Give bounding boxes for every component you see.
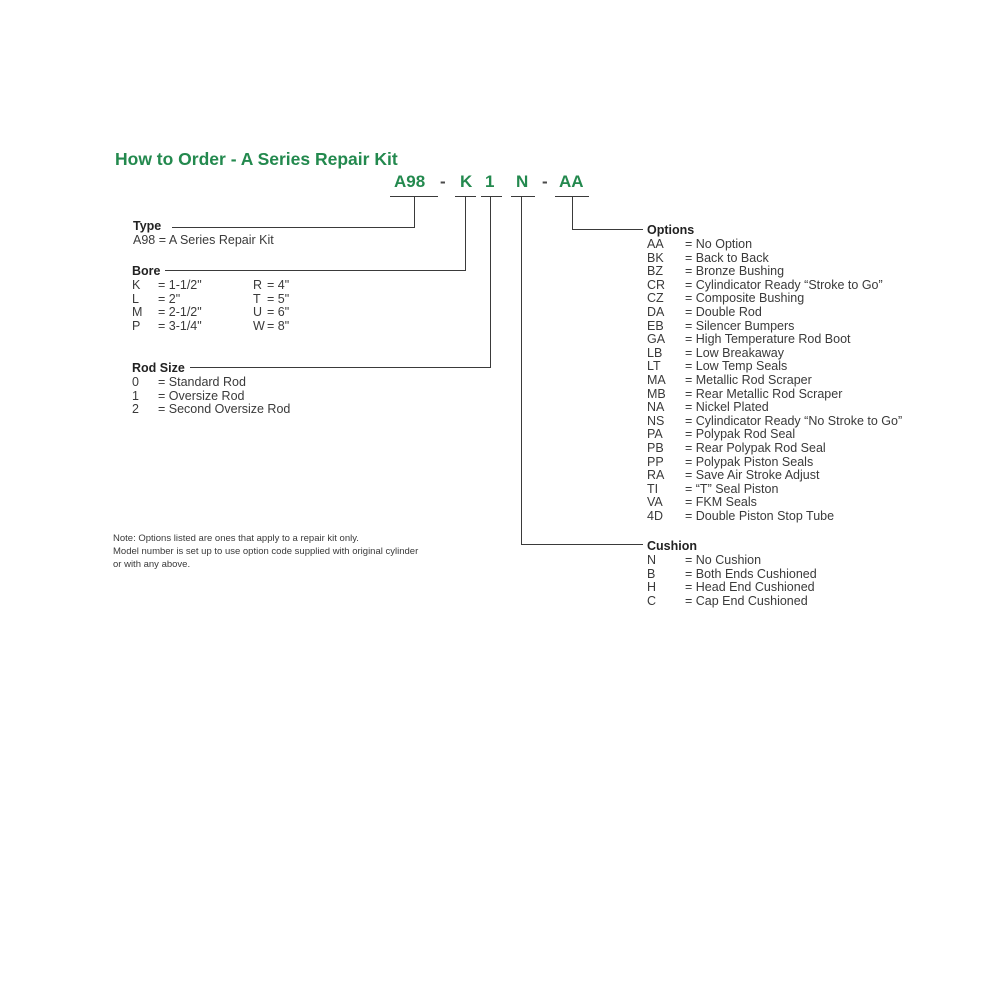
- list-item: [647, 415, 902, 429]
- option-code: EB: [647, 318, 664, 333]
- cushion-desc: = Head End Cushioned: [685, 580, 815, 595]
- list-item: [647, 292, 902, 306]
- cushion-desc: = Both Ends Cushioned: [685, 566, 817, 581]
- list-item: [647, 595, 817, 609]
- type-desc: = A Series Repair Kit: [158, 233, 274, 247]
- list-item: [133, 234, 274, 248]
- list-item: [647, 510, 902, 524]
- list-item: [132, 279, 289, 293]
- option-desc: = Cylindicator Ready “Stroke to Go”: [685, 277, 883, 292]
- option-desc: = Polypak Piston Seals: [685, 454, 814, 469]
- option-desc: = Save Air Stroke Adjust: [685, 468, 820, 483]
- list-item: [132, 293, 289, 307]
- list-item: [647, 306, 902, 320]
- cushion-code: B: [647, 566, 656, 581]
- list-item: [647, 360, 902, 374]
- options-section: [647, 222, 902, 523]
- option-code: NA: [647, 400, 665, 415]
- option-code: CR: [647, 277, 666, 292]
- type-heading: Type: [133, 219, 162, 233]
- option-desc: = “T” Seal Piston: [685, 481, 779, 496]
- option-code: GA: [647, 332, 666, 347]
- option-desc: = Rear Polypak Rod Seal: [685, 440, 826, 455]
- bore-desc: = 8": [267, 318, 290, 333]
- option-desc: = Cylindicator Ready “No Stroke to Go”: [685, 413, 903, 428]
- list-item: [647, 469, 902, 483]
- option-desc: = Rear Metallic Rod Scraper: [685, 386, 843, 401]
- option-code: CZ: [647, 291, 664, 306]
- bore-code: L: [132, 291, 139, 306]
- cushion-code: H: [647, 580, 657, 595]
- rod-desc: = Oversize Rod: [158, 388, 245, 403]
- rod-code: 1: [132, 388, 139, 403]
- option-code: PP: [647, 454, 664, 469]
- option-code: AA: [647, 237, 664, 251]
- option-code: MB: [647, 386, 666, 401]
- list-item: [647, 554, 817, 568]
- model-code-separator-1: -: [440, 172, 446, 191]
- bore-desc: = 5": [267, 291, 290, 306]
- type-section: [133, 218, 274, 248]
- rod-size-section: [132, 360, 290, 417]
- option-code: 4D: [647, 508, 663, 523]
- list-item: [647, 401, 902, 415]
- rod-desc: = Standard Rod: [158, 375, 246, 389]
- options-heading: Options: [647, 223, 695, 237]
- option-desc: = Double Piston Stop Tube: [685, 508, 835, 523]
- note-line: or with any above.: [113, 559, 191, 570]
- cushion-desc: = Cap End Cushioned: [685, 593, 808, 608]
- option-desc: = Composite Bushing: [685, 291, 805, 306]
- option-desc: = High Temperature Rod Boot: [685, 332, 851, 347]
- list-item: [647, 333, 902, 347]
- list-item: [647, 581, 817, 595]
- model-code-bore: K: [460, 172, 473, 191]
- list-item: [132, 320, 289, 334]
- option-code: RA: [647, 468, 665, 483]
- option-desc: = Double Rod: [685, 304, 762, 319]
- bore-desc: = 6": [267, 305, 290, 320]
- bore-code: T: [253, 291, 261, 306]
- bore-desc: = 2": [158, 291, 181, 306]
- option-code: BK: [647, 250, 664, 265]
- option-code: BZ: [647, 264, 663, 279]
- list-item: [647, 428, 902, 442]
- cushion-code: C: [647, 593, 657, 608]
- bore-desc: = 4": [267, 278, 290, 292]
- rod-desc: = Second Oversize Rod: [158, 402, 291, 417]
- list-item: [647, 568, 817, 582]
- cushion-heading: Cushion: [647, 539, 697, 553]
- bore-desc: = 1-1/2": [158, 278, 202, 292]
- bore-code: U: [253, 305, 263, 320]
- option-code: DA: [647, 304, 665, 319]
- option-desc: = No Option: [685, 237, 753, 251]
- bore-section: [132, 263, 289, 333]
- model-code-type: A98: [394, 172, 426, 191]
- model-code-separator-2: -: [542, 172, 548, 191]
- bore-code: P: [132, 318, 141, 333]
- model-code-options: AA: [559, 172, 584, 191]
- option-desc: = Low Breakaway: [685, 345, 785, 360]
- option-desc: = Bronze Bushing: [685, 264, 785, 279]
- rod-size-heading: Rod Size: [132, 361, 185, 375]
- option-code: VA: [647, 495, 663, 510]
- bore-code: M: [132, 305, 143, 320]
- option-code: PB: [647, 440, 664, 455]
- rod-code: 2: [132, 402, 139, 417]
- list-item: [647, 388, 902, 402]
- note-line: Model number is set up to use option code supplied with original cylinder: [113, 546, 419, 557]
- list-item: [647, 483, 902, 497]
- cushion-section: [647, 538, 817, 608]
- note-line: Note: Options listed are ones that apply to a repair kit only.: [113, 533, 359, 544]
- option-desc: = Low Temp Seals: [685, 359, 788, 374]
- option-desc: = Back to Back: [685, 250, 769, 265]
- list-item: [647, 279, 902, 293]
- option-code: TI: [647, 481, 659, 496]
- list-item: [647, 265, 902, 279]
- list-item: [132, 306, 289, 320]
- bore-code: R: [253, 278, 263, 292]
- list-item: [647, 252, 902, 266]
- option-desc: = Nickel Plated: [685, 400, 769, 415]
- bore-desc: = 3-1/4": [158, 318, 202, 333]
- cushion-code: N: [647, 553, 657, 567]
- rod-code: 0: [132, 375, 139, 389]
- bore-code: W: [253, 318, 265, 333]
- cushion-desc: = No Cushion: [685, 553, 762, 567]
- list-item: [647, 347, 902, 361]
- option-code: LB: [647, 345, 663, 360]
- list-item: [647, 238, 902, 252]
- option-code: PA: [647, 427, 663, 442]
- option-desc: = Silencer Bumpers: [685, 318, 795, 333]
- footnote: [113, 532, 418, 571]
- bore-code: K: [132, 278, 141, 292]
- list-item: [647, 374, 902, 388]
- option-desc: = Polypak Rod Seal: [685, 427, 796, 442]
- option-desc: = FKM Seals: [685, 495, 757, 510]
- option-code: MA: [647, 372, 666, 387]
- list-item: [647, 442, 902, 456]
- option-code: LT: [647, 359, 661, 374]
- type-code: A98: [133, 233, 156, 247]
- list-item: [647, 320, 902, 334]
- option-desc: = Metallic Rod Scraper: [685, 372, 812, 387]
- list-item: [647, 496, 902, 510]
- page-title: How to Order - A Series Repair Kit: [115, 149, 398, 169]
- list-item: [132, 376, 290, 390]
- list-item: [132, 390, 290, 404]
- cushion-connector: [521, 196, 643, 545]
- model-code-rod: 1: [485, 172, 495, 191]
- bore-heading: Bore: [132, 264, 161, 278]
- bore-desc: = 2-1/2": [158, 305, 202, 320]
- option-code: NS: [647, 413, 665, 428]
- model-code-cushion: N: [516, 172, 529, 191]
- list-item: [647, 456, 902, 470]
- list-item: [132, 403, 290, 417]
